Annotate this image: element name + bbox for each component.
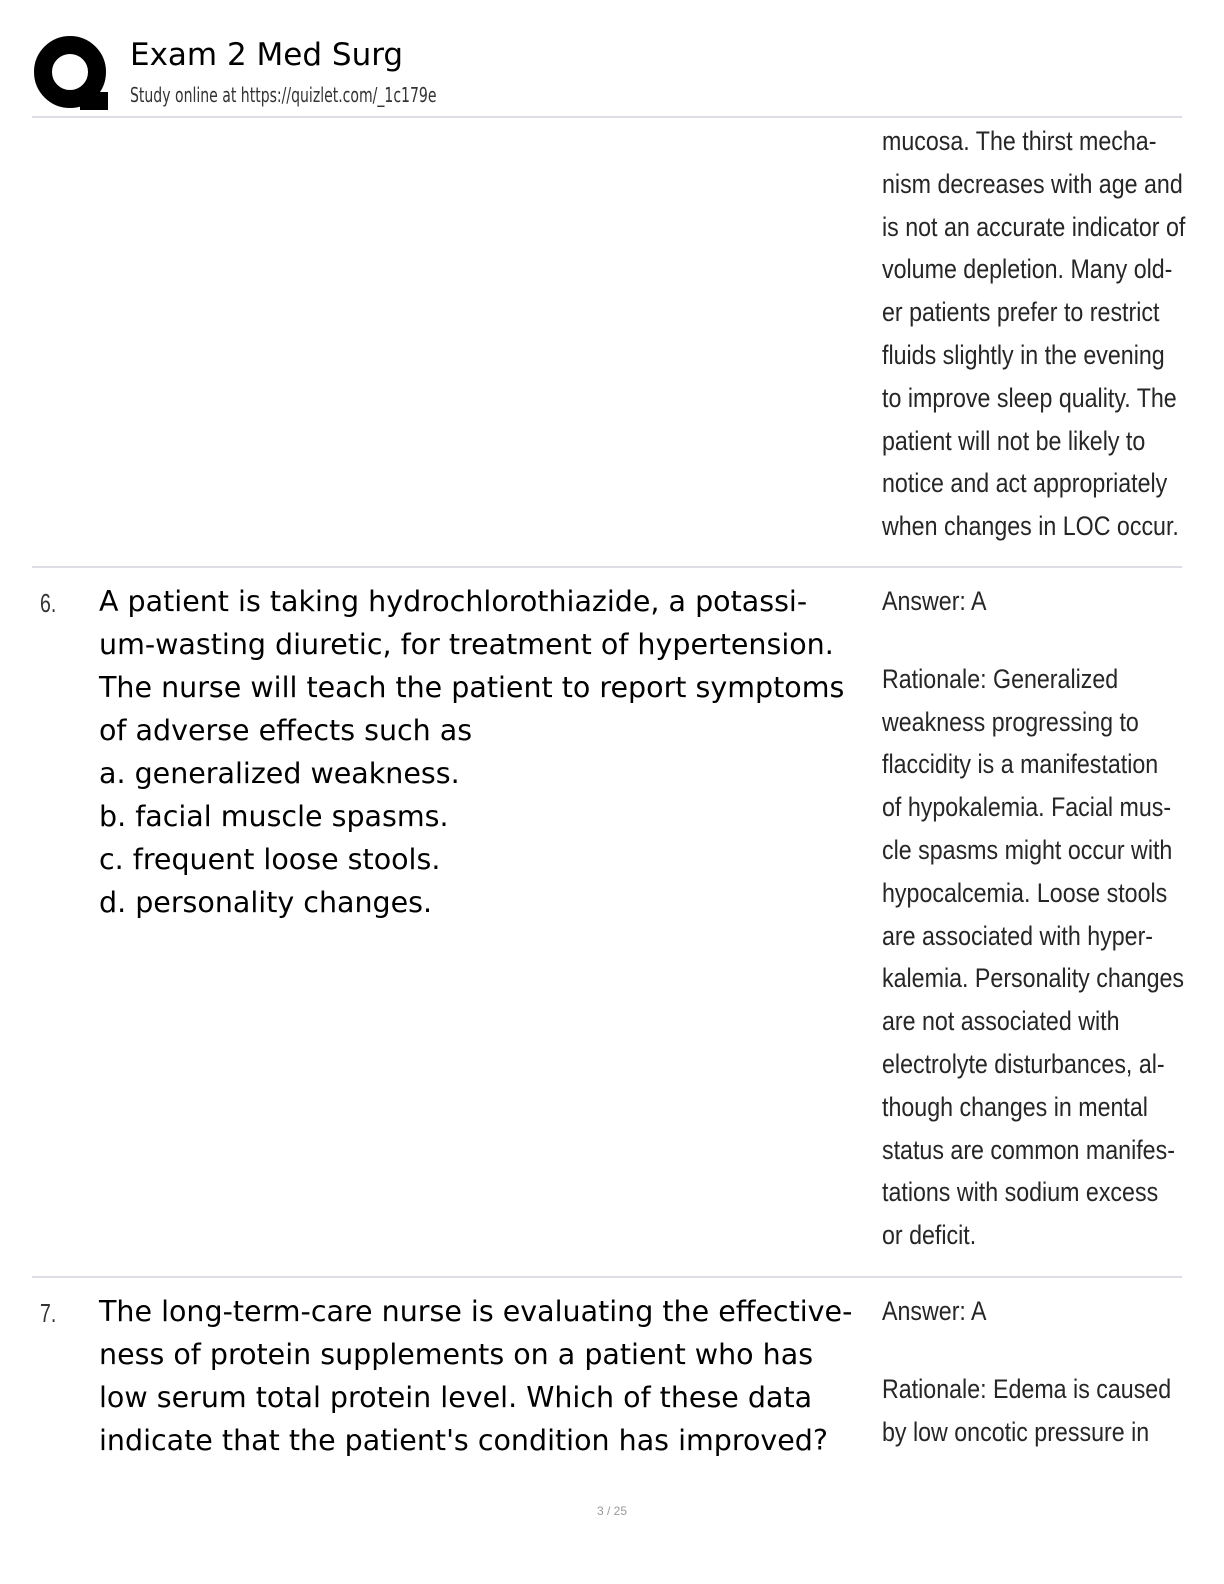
answer-line: nism decreases with age and [882,168,1183,199]
divider [32,566,1182,568]
question-line: The long-term-care nurse is evaluating the effective- [99,1295,853,1328]
question-option: c. frequent loose stools. [99,843,441,876]
answer-line: by low oncotic pressure in [882,1416,1150,1447]
answer-line: status are common manifes- [882,1134,1175,1165]
card-number: 7. [40,1298,57,1328]
document-title: Exam 2 Med Surg [130,37,404,73]
answer-line: tations with sodium excess [882,1177,1159,1208]
answer-line: fluids slightly in the evening [882,339,1165,370]
study-online-link[interactable]: Study online at https://quizlet.com/_1c179e [130,83,437,107]
answer-line: are associated with hyper- [882,920,1154,951]
answer-line: is not an accurate indicator of [882,211,1186,242]
answer-line: Rationale: Edema is caused [882,1373,1172,1404]
answer-line: of hypokalemia. Facial mus- [882,792,1172,823]
card-number: 6. [40,588,57,618]
divider [32,116,1182,118]
answer-line: kalemia. Personality changes [882,963,1185,994]
answer-label: Answer: A [882,1296,987,1326]
question-option: a. generalized weakness. [99,757,460,790]
answer-line: patient will not be likely to [882,425,1146,456]
quizlet-logo-icon [32,34,112,114]
answer-line: cle spasms might occur with [882,834,1173,865]
page-number: 3 / 25 [596,1504,628,1518]
question-line: A patient is taking hydrochlorothiazide, a potassi- [99,585,808,618]
question-option: d. personality changes. [99,886,433,919]
answer-line: weakness progressing to [882,706,1139,737]
answer-line: hypocalcemia. Loose stools [882,877,1168,908]
answer-line: are not associated with [882,1006,1120,1037]
answer-label: Answer: A [882,586,987,616]
answer-line: or deficit. [882,1220,977,1251]
answer-line: volume depletion. Many old- [882,254,1173,285]
question-line: low serum total protein level. Which of these data [99,1381,813,1414]
question-text [99,580,879,924]
question-option: b. facial muscle spasms. [99,800,449,833]
answer-column [882,1290,1174,1453]
answer-line: though changes in mental [882,1091,1148,1122]
question-line: of adverse effects such as [99,714,473,747]
answer-line: when changes in LOC occur. [882,511,1179,542]
question-line: um-wasting diuretic, for treatment of hypertension. [99,628,834,661]
question-line: indicate that the patient's condition has improved? [99,1424,829,1457]
answer-line: mucosa. The thirst mecha- [882,126,1157,156]
question-line: ness of protein supplements on a patient who has [99,1338,814,1371]
answer-line: notice and act appropriately [882,468,1168,499]
question-line: The nurse will teach the patient to report symptoms [99,671,845,704]
answer-line: electrolyte disturbances, al- [882,1048,1165,1079]
page-header [32,30,1182,116]
answer-line: Rationale: Generalized [882,663,1119,694]
question-text [99,1290,879,1462]
answer-column [882,580,1185,1257]
answer-line: to improve sleep quality. The [882,382,1177,413]
answer-line: flaccidity is a manifestation [882,749,1159,780]
answer-line: er patients prefer to restrict [882,297,1160,328]
divider [32,1276,1182,1278]
answer-column [882,120,1186,548]
